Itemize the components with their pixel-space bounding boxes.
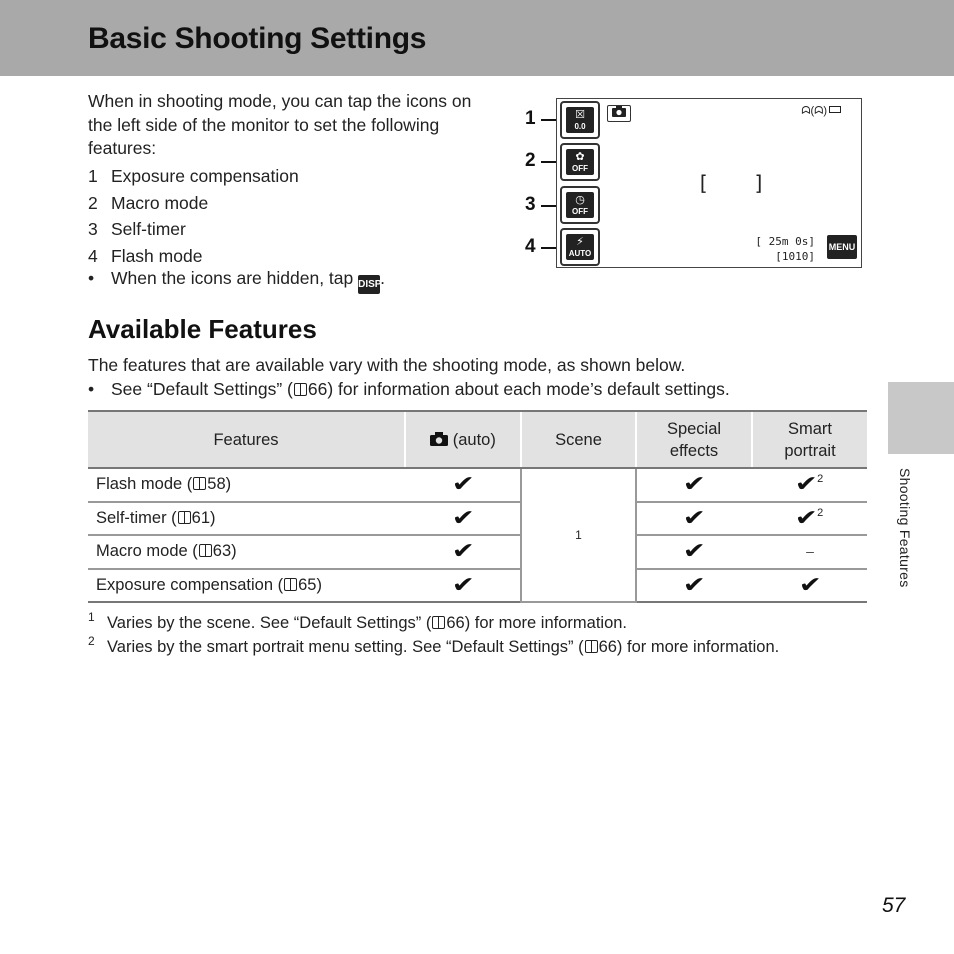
- battery-icon: [829, 106, 841, 113]
- book-reference-icon: [199, 544, 212, 557]
- camera-icon: [430, 432, 448, 446]
- book-reference-icon: [284, 578, 297, 591]
- table-row: Self-timer ( 61) ✔ ✔ ✔$^2$: [88, 502, 867, 536]
- table-row: Exposure compensation ( 65) ✔ ✔ ✔: [88, 569, 867, 603]
- callout-1: 1: [522, 108, 562, 132]
- book-reference-icon: [432, 616, 445, 629]
- header-auto: (auto): [405, 411, 521, 468]
- page-number: 57: [882, 894, 906, 917]
- book-reference-icon: [585, 640, 598, 653]
- movie-time-remaining: [ 25m 0s]: [755, 235, 815, 248]
- camera-monitor: [556, 98, 862, 268]
- check-icon: ✔: [682, 471, 706, 497]
- check-icon: ✔: [682, 571, 706, 597]
- list-item: 2 Macro mode: [88, 192, 209, 213]
- af-area-bracket: [ ]: [697, 171, 782, 195]
- vibration-reduction-icon: ᗣ(ᗣ): [801, 105, 827, 117]
- book-reference-icon: [294, 383, 307, 396]
- flash-mode-button[interactable]: ⚡ AUTO: [560, 228, 600, 266]
- side-tab: [888, 382, 954, 454]
- not-available-dash: –: [806, 543, 814, 560]
- header-features: Features: [88, 411, 405, 468]
- exposure-icon: ☒: [575, 109, 585, 121]
- check-icon: ✔: [451, 571, 475, 597]
- chapter-side-label: Shooting Features: [897, 468, 913, 588]
- available-intro: The features that are available vary with the shooting mode, as shown below.: [88, 355, 686, 375]
- check-icon: ✔: [451, 471, 475, 497]
- header-special-effects: Special effects: [636, 411, 752, 468]
- flash-icon: ⚡: [576, 236, 584, 248]
- tip-note: • When the icons are hidden, tap DISP.: [88, 267, 385, 294]
- exposures-remaining: [1010]: [775, 250, 815, 263]
- available-note: • See “Default Settings” ( 66) for information about each mode’s default settings.: [88, 379, 730, 399]
- callout-2: 2: [522, 150, 562, 174]
- callout-3: 3: [522, 194, 562, 218]
- book-reference-icon: [193, 477, 206, 490]
- features-table: [88, 410, 867, 603]
- check-icon: ✔: [682, 504, 706, 530]
- table-row: Macro mode ( 63) ✔ ✔ –: [88, 535, 867, 569]
- list-item: 1 Exposure compensation: [88, 166, 299, 186]
- table-row: Flash mode ( 58) ✔ 1 ✔ ✔$^2$: [88, 468, 867, 502]
- footnote-1: 1 Varies by the scene. See “Default Settings” ( 66) for more information.: [88, 610, 628, 632]
- exposure-compensation-button[interactable]: ☒ 0.0: [560, 101, 600, 139]
- list-item: 4 Flash mode: [88, 245, 203, 266]
- scene-merged-cell: 1: [521, 468, 636, 602]
- menu-button[interactable]: MENU: [827, 235, 857, 259]
- section-title: Available Features: [88, 314, 317, 344]
- self-timer-button[interactable]: ◷ OFF: [560, 186, 600, 224]
- check-icon: ✔: [451, 504, 475, 530]
- footnote-2: 2 Varies by the smart portrait menu setting. See “Default Settings” ( 66) for more information.: [88, 634, 780, 656]
- disp-icon: DISP: [358, 275, 380, 294]
- camera-icon: [607, 105, 631, 122]
- macro-icon: ✿: [575, 151, 585, 163]
- book-reference-icon: [178, 511, 191, 524]
- check-icon: ✔: [794, 504, 818, 530]
- header-smart-portrait: Smart portrait: [752, 411, 867, 468]
- self-timer-icon: ◷: [575, 194, 585, 206]
- intro-paragraph: When in shooting mode, you can tap the icons on the left side of the monitor to set the following features:: [88, 91, 472, 158]
- check-icon: ✔: [794, 471, 818, 497]
- check-icon: ✔: [682, 538, 706, 564]
- page-title: Basic Shooting Settings: [88, 22, 427, 55]
- check-icon: ✔: [451, 538, 475, 564]
- callout-4: 4: [522, 236, 562, 260]
- macro-mode-button[interactable]: ✿ OFF: [560, 143, 600, 181]
- feature-list: [88, 163, 299, 269]
- list-item: 3 Self-timer: [88, 219, 186, 239]
- check-icon: ✔: [798, 571, 822, 597]
- header-scene: Scene: [521, 411, 636, 468]
